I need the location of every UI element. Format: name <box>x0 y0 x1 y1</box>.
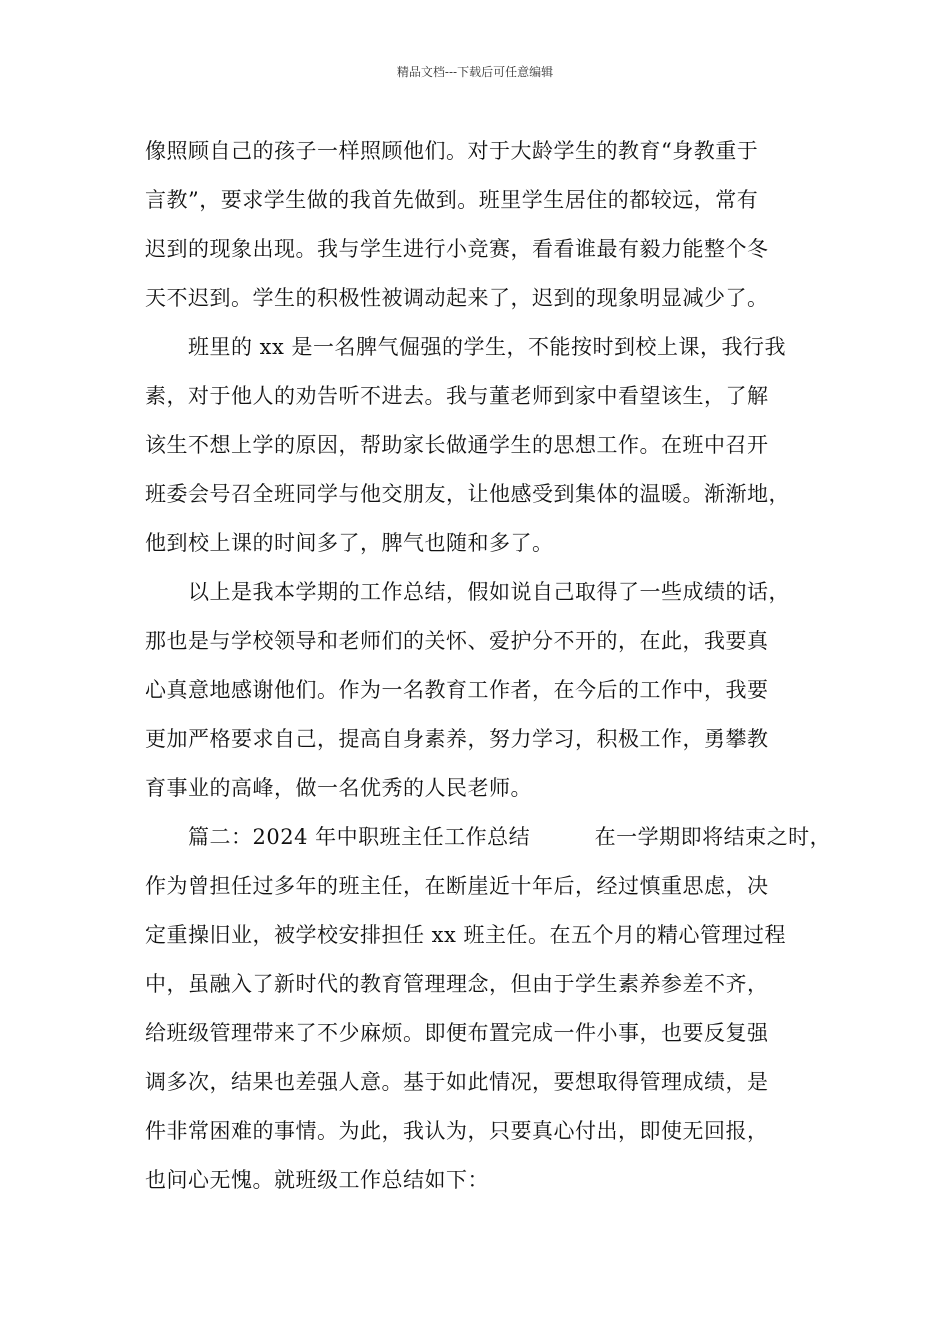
text-line: 班里的 xx 是一名脾气倔强的学生，不能按时到校上课，我行我 <box>145 335 787 359</box>
text-line: 也问心无愧。就班级工作总结如下： <box>145 1168 489 1192</box>
document-body <box>145 127 835 1205</box>
page-header: 精品文档---下载后可任意编辑 <box>396 65 554 79</box>
text-line: 那也是与学校领导和老师们的关怀、爱护分不开的，在此，我要真 <box>145 629 769 653</box>
text-line: 心真意地感谢他们。作为一名教育工作者，在今后的工作中，我要 <box>145 678 769 702</box>
text-line: 给班级管理带来了不少麻烦。即便布置完成一件小事，也要反复强 <box>145 1021 769 1045</box>
text-line: 调多次，结果也差强人意。基于如此情况，要想取得管理成绩，是 <box>145 1070 769 1094</box>
text-line: 篇二：2024 年中职班主任工作总结 在一学期即将结束之时， <box>145 825 832 849</box>
text-line: 以上是我本学期的工作总结，假如说自己取得了一些成绩的话， <box>145 580 790 604</box>
text-line: 天不迟到。学生的积极性被调动起来了，迟到的现象明显减少了。 <box>145 286 769 310</box>
text-line: 更加严格要求自己，提高自身素养，努力学习，积极工作，勇攀教 <box>145 727 769 751</box>
text-line: 该生不想上学的原因，帮助家长做通学生的思想工作。在班中召开 <box>145 433 769 457</box>
text-line: 言教”，要求学生做的我首先做到。班里学生居住的都较远，常有 <box>145 188 759 212</box>
text-line: 像照顾自己的孩子一样照顾他们。对于大龄学生的教育“身教重于 <box>145 139 759 163</box>
text-line: 作为曾担任过多年的班主任，在断崖近十年后，经过慎重思虑，决 <box>145 874 769 898</box>
paragraph-4 <box>145 813 835 1205</box>
text-line: 素，对于他人的劝告听不进去。我与董老师到家中看望该生，了解 <box>145 384 769 408</box>
paragraph-1 <box>145 127 835 323</box>
text-line: 定重操旧业，被学校安排担任 xx 班主任。在五个月的精心管理过程 <box>145 923 787 947</box>
text-line: 班委会号召全班同学与他交朋友，让他感受到集体的温暖。渐渐地， <box>145 482 790 506</box>
text-line: 迟到的现象出现。我与学生进行小竞赛，看看谁最有毅力能整个冬 <box>145 237 769 261</box>
paragraph-2 <box>145 323 835 568</box>
text-line: 他到校上课的时间多了，脾气也随和多了。 <box>145 531 554 555</box>
text-line: 育事业的高峰，做一名优秀的人民老师。 <box>145 776 532 800</box>
text-line: 中，虽融入了新时代的教育管理理念，但由于学生素养参差不齐， <box>145 972 769 996</box>
paragraph-3 <box>145 568 835 813</box>
text-line: 件非常困难的事情。为此，我认为，只要真心付出，即使无回报， <box>145 1119 769 1143</box>
